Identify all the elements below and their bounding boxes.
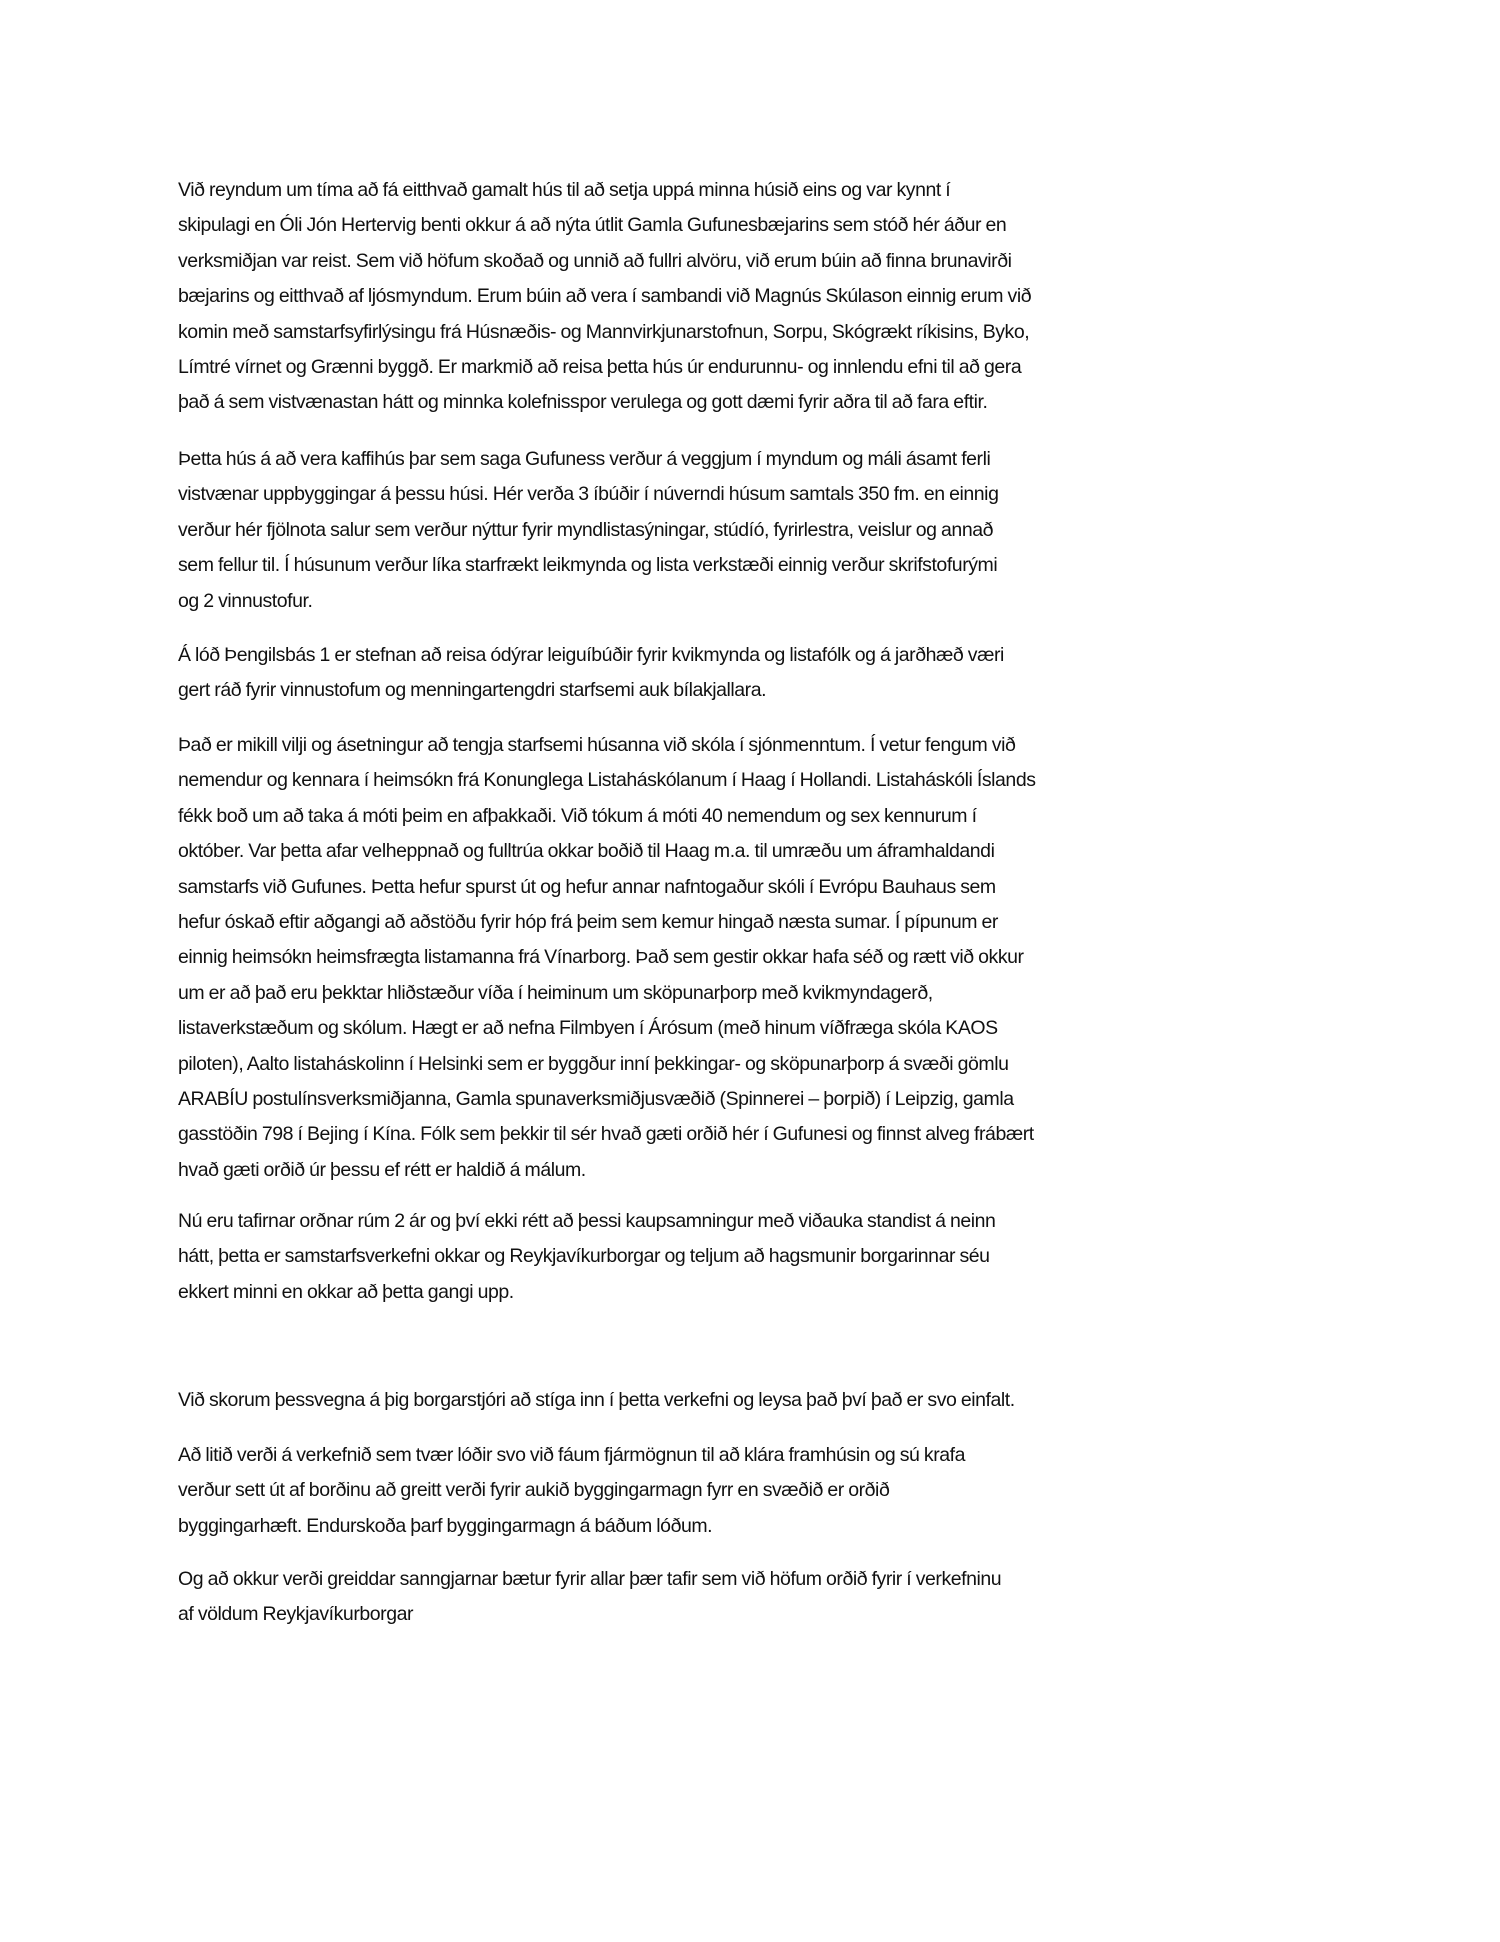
paragraph-3-line: Á lóð Þengilsbás 1 er stefnan að reisa ódýrar leiguíbúðir fyrir kvikmynda og listafólk og á jarðhæð væri [178, 644, 1004, 666]
paragraph-2-line: verður hér fjölnota salur sem verður nýttur fyrir myndlistasýningar, stúdíó, fyrirlestra, veislur og annað [178, 518, 993, 541]
paragraph-8-line: Og að okkur verði greiddar sanngjarnar bætur fyrir allar þær tafir sem við höfum orðið fyrir í verkefninu [178, 1568, 1002, 1590]
paragraph-5-line: Nú eru tafirnar orðnar rúm 2 ár og því ekki rétt að þessi kaupsamningur með viðauka standist á neinn [178, 1210, 996, 1232]
paragraph-7-line: Að litið verði á verkefnið sem tvær lóðir svo við fáum fjármögnun til að klára framhúsin og sú krafa [178, 1444, 966, 1466]
paragraph-4-line: hefur óskað eftir aðgangi að aðstöðu fyrir hóp frá þeim sem kemur hingað næsta sumar. Í pípunum er [178, 911, 998, 933]
paragraph-3-line: gert ráð fyrir vinnustofum og menningartengdri starfsemi auk bílakjallara. [178, 679, 767, 702]
paragraph-4-line: gasstöðin 798 í Bejing í Kína. Fólk sem þekkir til sér hvað gæti orðið hér í Gufunesi og finnst alveg frábært [178, 1123, 1034, 1146]
paragraph-4-line: um er að það eru þekktar hliðstæður víða í heiminum um sköpunarþorp með kvikmyndagerð, [178, 981, 933, 1004]
paragraph-1-line: komin með samstarfsyfirlýsingu frá Húsnæðis- og Mannvirkjunarstofnun, Sorpu, Skógrækt ríkisins, Byko, [178, 320, 1030, 343]
paragraph-4-line: einnig heimsókn heimsfrægta listamanna frá Vínarborg. Það sem gestir okkar hafa séð og rætt við okkur [178, 946, 1024, 969]
paragraph-1-line: verksmiðjan var reist. Sem við höfum skoðað og unnið að fullri alvöru, við erum búin að finna brunavirði [178, 249, 1012, 272]
paragraph-4-line: piloten), Aalto listaháskolinn í Helsinki sem er byggður inní þekkingar- og sköpunarþorp á svæði gömlu [178, 1052, 1009, 1075]
paragraph-2-line: sem fellur til. Í húsunum verður líka starfrækt leikmynda og lista verkstæði einnig verður skrifstofurými [178, 554, 998, 577]
paragraph-1-line: Límtré vírnet og Grænni byggð. Er markmið að reisa þetta hús úr endurunnu- og innlendu efni til að gera [178, 356, 1022, 378]
paragraph-2-line: vistvænar uppbyggingar á þessu húsi. Hér verða 3 íbúðir í núverndi húsum samtals 350 fm. en einnig [178, 483, 999, 506]
paragraph-4-line: október. Var þetta afar velheppnað og fulltrúa okkar boðið til Haag m.a. til umræðu um áframhaldandi [178, 840, 995, 863]
paragraph-2-line: og 2 vinnustofur. [178, 589, 313, 612]
paragraph-5-line: hátt, þetta er samstarfsverkefni okkar og Reykjavíkurborgar og teljum að hagsmunir borgarinnar séu [178, 1245, 990, 1268]
paragraph-1-line: það á sem vistvænastan hátt og minnka kolefnisspor verulega og gott dæmi fyrir aðra til að fara eftir. [178, 391, 988, 414]
paragraph-1-line: bæjarins og eitthvað af ljósmyndum. Erum búin að vera í sambandi við Magnús Skúlason einnig erum við [178, 285, 1032, 308]
paragraph-1-line: Við reyndum um tíma að fá eitthvað gamalt hús til að setja uppá minna húsið eins og var kynnt í [178, 179, 951, 201]
paragraph-1-line: skipulagi en Óli Jón Hertervig benti okkur á að nýta útlit Gamla Gufunesbæjarins sem stóð hér áður en [178, 214, 1007, 237]
paragraph-2-line: Þetta hús á að vera kaffihús þar sem saga Gufuness verður á veggjum í myndum og máli ásamt ferli [178, 448, 991, 470]
paragraph-7-line: byggingarhæft. Endurskoða þarf byggingarmagn á báðum lóðum. [178, 1514, 713, 1537]
paragraph-4-line: fékk boð um að taka á móti þeim en afþakkaði. Við tókum á móti 40 nemendum og sex kennurum í [178, 804, 977, 827]
paragraph-7-line: verður sett út af borðinu að greitt verði fyrir aukið byggingarmagn fyrr en svæðið er orðið [178, 1479, 890, 1502]
paragraph-4-line: hvað gæti orðið úr þessu ef rétt er haldið á málum. [178, 1158, 586, 1181]
paragraph-4-line: Það er mikill vilji og ásetningur að tengja starfsemi húsanna við skóla í sjónmenntum. Í vetur fengum við [178, 734, 1016, 756]
paragraph-4-line: ARABÍU postulínsverksmiðjanna, Gamla spunaverksmiðjusvæðið (Spinnerei – þorpið) í Leipzig, gamla [178, 1088, 1014, 1110]
paragraph-4-line: listaverkstæðum og skólum. Hægt er að nefna Filmbyen í Árósum (með hinum víðfræga skóla KAOS [178, 1017, 998, 1040]
paragraph-4-line: nemendur og kennara í heimsókn frá Konunglega Listaháskólanum í Haag í Hollandi. Listaháskóli Íslands [178, 769, 1036, 792]
paragraph-4-line: samstarfs við Gufunes. Þetta hefur spurst út og hefur annar nafntogaður skóli í Evrópu Bauhaus sem [178, 875, 996, 898]
paragraph-6-line: Við skorum þessvegna á þig borgarstjóri að stíga inn í þetta verkefni og leysa það því það er svo einfalt. [178, 1389, 1015, 1411]
paragraph-5-line: ekkert minni en okkar að þetta gangi upp. [178, 1280, 514, 1303]
paragraph-8-line: af völdum Reykjavíkurborgar [178, 1603, 414, 1626]
